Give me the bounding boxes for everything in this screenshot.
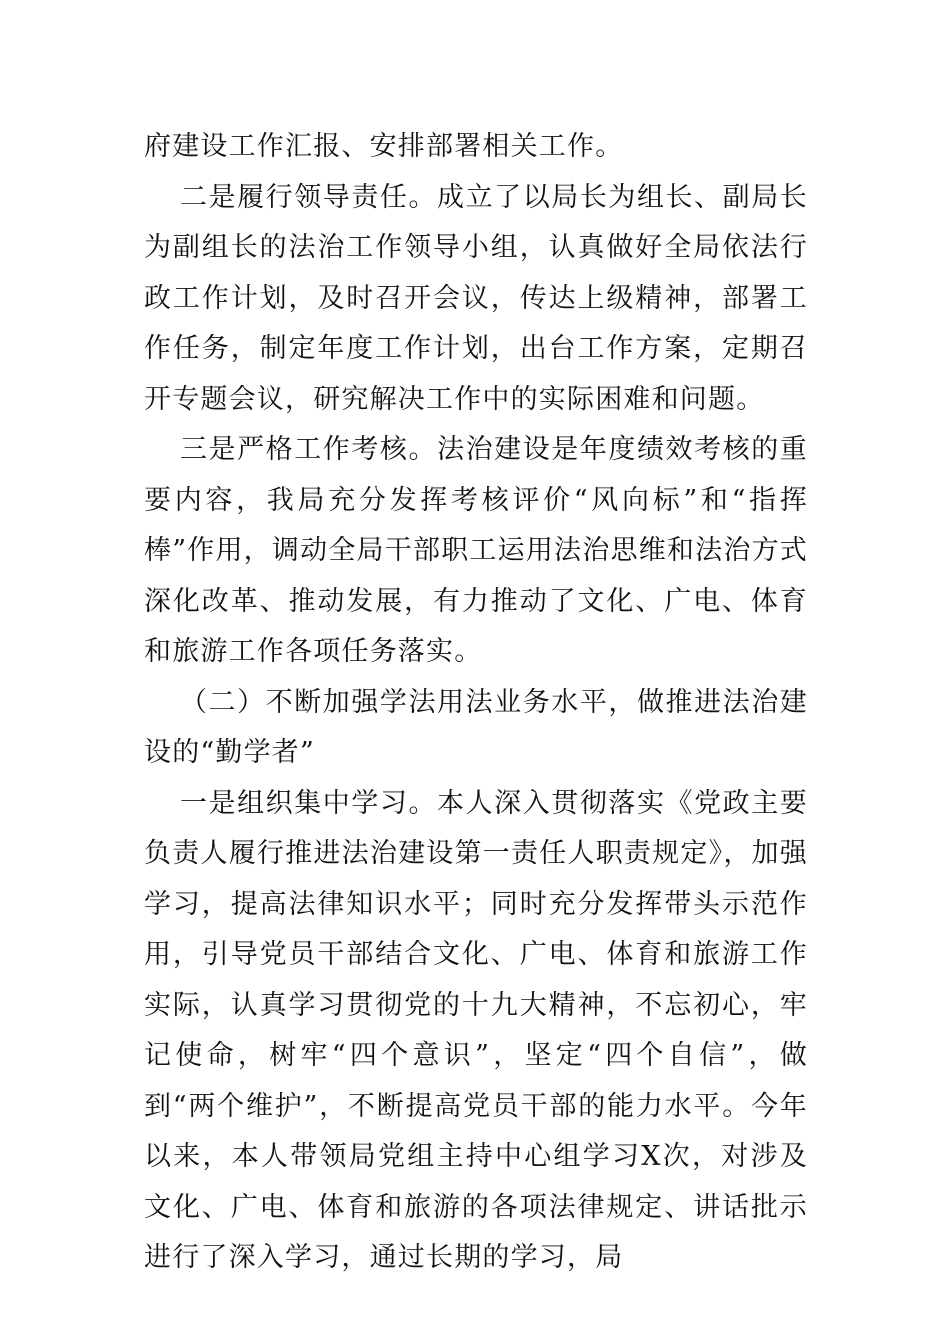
paragraph-collective-study: 一是组织集中学习。本人深入贯彻落实《党政主要负责人履行推进法治建设第一责任人职责规定》，加强学习，提高法律知识水平；同时充分发挥带头示范作用，引导党员干部结合文化、广电、体育和旅游工作实际，认真学习贯彻党的十九大精神，不忘初心，牢记使命，树牢“四个意识”，坚定“四个自信”，做到“两个维护”，不断提高党员干部的能力水平。今年以来，本人带领局党组主持中心组学习X次，对涉及文化、广电、体育和旅游的各项法律规定、讲话批示进行了深入学习，通过长期的学习，局 (144, 787, 808, 1273)
paragraph-leadership-responsibility: 二是履行领导责任。成立了以局长为组长、副局长为副组长的法治工作领导小组，认真做好全局依法行政工作计划，及时召开会议，传达上级精神，部署工作任务，制定年度工作计划，出台工作方案，定期召开专题会议，研究解决工作中的实际困难和问题。 (144, 181, 808, 415)
paragraph-work-assessment: 三是严格工作考核。法治建设是年度绩效考核的重要内容，我局充分发挥考核评价“风向标”和“指挥棒”作用，调动全局干部职工运用法治思维和法治方式深化改革、推动发展，有力推动了文化、广电、体育和旅游工作各项任务落实。 (144, 434, 808, 667)
document-body (144, 122, 808, 1284)
section-heading-study: （二）不断加强学法用法业务水平，做推进法治建设的“勤学者” (144, 686, 808, 768)
paragraph-continuation: 府建设工作汇报、安排部署相关工作。 (144, 131, 624, 162)
